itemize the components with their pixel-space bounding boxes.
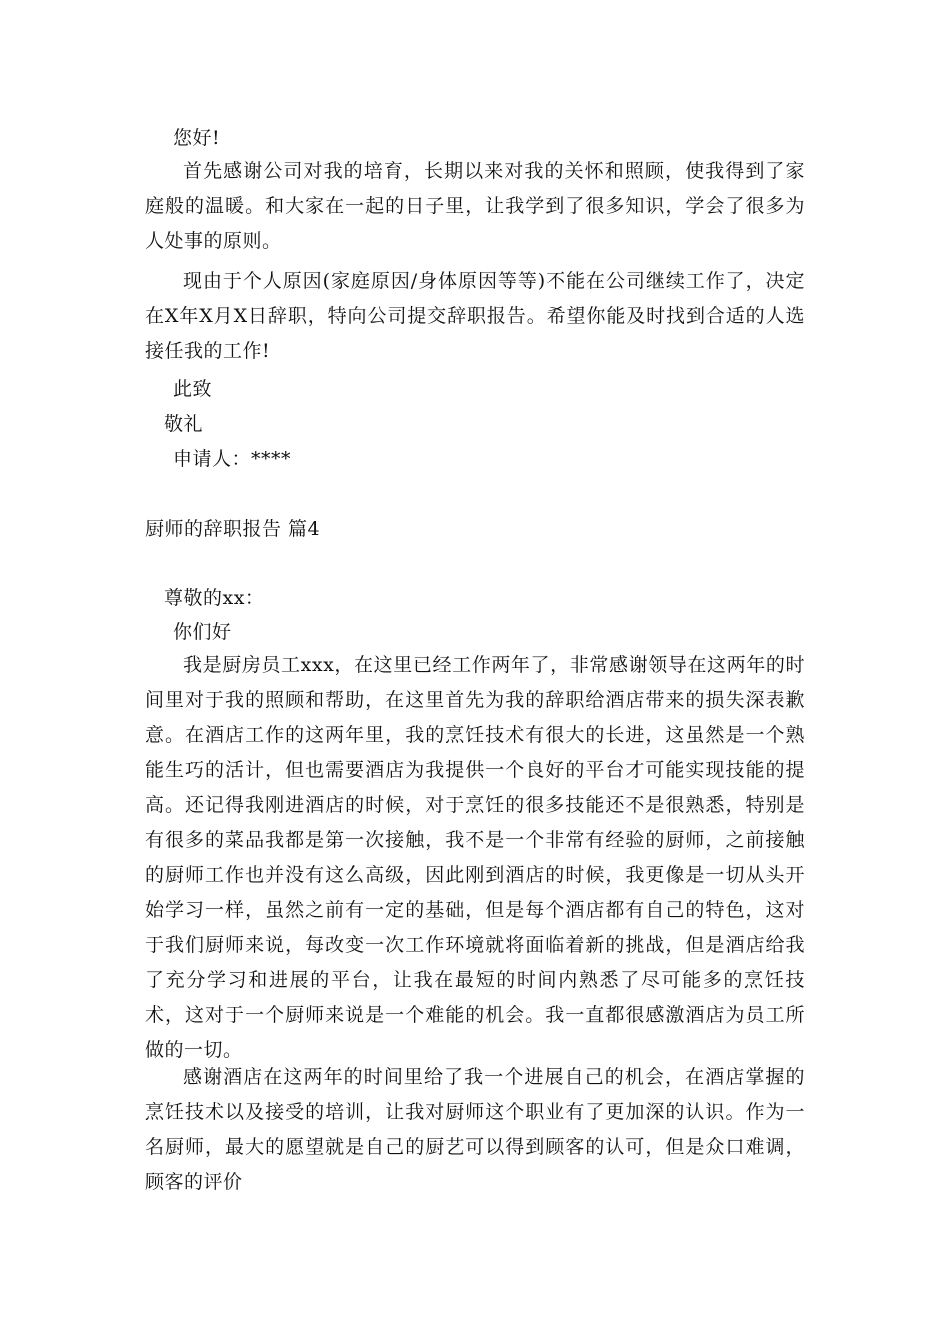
- letter1-paragraph-1: 首先感谢公司对我的培育，长期以来对我的关怀和照顾，使我得到了家庭般的温暖。和大家在一起的日子里，让我学到了很多知识，学会了很多为人处事的原则。: [145, 160, 805, 252]
- salutation: 尊敬的xx：: [164, 587, 265, 609]
- applicant-line: 申请人：****: [173, 448, 292, 470]
- greeting-1: 您好!: [173, 127, 221, 149]
- letter1-paragraph-1-block: [145, 154, 805, 259]
- closing-2: 敬礼: [164, 413, 204, 435]
- letter2-paragraph-1: 我是厨房员工xxx，在这里已经工作两年了，非常感谢领导在这两年的时间里对于我的照顾和帮助，在这里首先为我的辞职给酒店带来的损失深表歉意。在酒店工作的这两年里，我的烹饪技术有很大的长进，这虽然是一个熟能生巧的活计，但也需要酒店为我提供一个良好的平台才可能实现技能的提高。还记得我刚进酒店的时候，对于烹饪的很多技能还不是很熟悉，特别是有很多的菜品我都是第一次接触，我不是一个非常有经验的厨师，之前接触的厨师工作也并没有这么高级，因此刚到酒店的时候，我更像是一切从头开始学习一样，虽然之前有一定的基础，但是每个酒店都有自己的特色，这对于我们厨师来说，每改变一次工作环境就将面临着新的挑战，但是酒店给我了充分学习和进展的平台，让我在最短的时间内熟悉了尽可能多的烹饪技术，这对于一个厨师来说是一个难能的机会。我一直都很感激酒店为员工所做的一切。: [145, 654, 805, 1061]
- letter2-paragraph-2: 感谢酒店在这两年的时间里给了我一个进展自己的机会，在酒店掌握的烹饪技术以及接受的培训，让我对厨师这个职业有了更加深的认识。作为一名厨师，最大的愿望就是自己的厨艺可以得到顾客的认可，但是众口难调，顾客的评价: [145, 1066, 805, 1193]
- letter2-paragraph-1-block: [145, 648, 805, 1068]
- letter1-paragraph-2-block: [145, 264, 805, 369]
- closing-1: 此致: [173, 378, 213, 400]
- letter1-paragraph-2: 现由于个人原因(家庭原因/身体原因等等)不能在公司继续工作了，决定在X年X月X日辞职，特向公司提交辞职报告。希望你能及时找到合适的人选接任我的工作!: [145, 270, 805, 362]
- greeting-2: 你们好: [173, 621, 232, 643]
- letter2-paragraph-2-block: [145, 1060, 805, 1200]
- section-heading: 厨师的辞职报告 篇4: [145, 518, 321, 540]
